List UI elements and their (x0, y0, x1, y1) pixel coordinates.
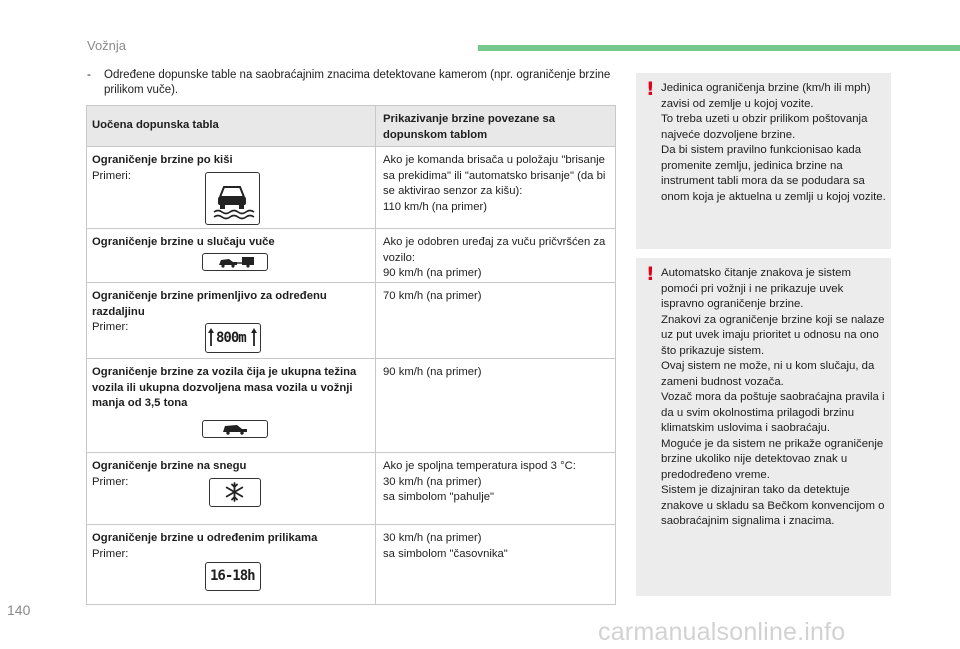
section-title: Vožnja (87, 38, 127, 53)
note-text: Jedinica ograničenja brzine (km/h ili mph) zavisi od zemlje u kojoj vozite. To treba uzeti u obzir prilikom poštovanja najveće dozvoljene brzine. Da bi sistem pravilno funkcionisao kada promenite zemlju, jedinica brzine na instrument tabli mora da se podudara sa onom koja je aktuelna u zemlji u kojoj vozite. (661, 82, 886, 203)
supplementary-sign-table (86, 105, 616, 605)
row-title: Ograničenje brzine primenljivo za određenu razdaljinu (92, 290, 327, 318)
note-text: Automatsko čitanje znakova je sistem pomoći pri vožnji i ne prikazuje uvek ispravno ograničenje brzine. Znakovi za ograničenje brzine koji se nalaze uz put uvek imaju prioritet u odnosu na ono što prikazuje sistem. Ovaj sistem ne može, ni u kom slučaju, da zameni budnost vozača. Vozač mora da poštuje saobraćajna pravila i da u svim okolnostima prilagodi brzinu klimatskim uslovima i saobraćaju. Moguće je da sistem ne prikaže ograničenje brzine ukoliko nije detektovao znak u predodređeno vreme. Sistem je dizajniran tako da detektuje znakove u skladu sa Bečkom konvencijom o saobraćajnim signalima i znacima. (661, 267, 885, 527)
row-display: Ako je komanda brisača u položaju "brisanje sa prekidima" ili "automatsko brisanje" (da bi se aktivirao senzor za kišu): 110 km/h (na primer) (383, 154, 606, 213)
row-sub: Primer: (92, 475, 129, 488)
row-sub: Primeri: (92, 169, 131, 182)
warning-exclamation-icon: ! (646, 263, 655, 285)
car-on-wet-road-icon (205, 172, 260, 225)
row-title: Ograničenje brzine na snegu (92, 460, 247, 472)
note-box-units (636, 73, 891, 249)
bullet-dash: - (87, 69, 91, 81)
sign-label: 800m (216, 330, 246, 346)
row-title: Ograničenje brzine za vozila čija je ukupna težina vozila ili ukupna dozvoljena masa vozila u vožnji manja od 3,5 tona (92, 366, 357, 409)
distance-arrows-icon (205, 323, 261, 353)
snowflake-icon (209, 478, 261, 507)
car-towing-trailer-icon (202, 253, 268, 271)
row-display: Ako je spoljna temperatura ispod 3 °C: 30 km/h (na primer) sa simbolom "pahulje" (383, 460, 576, 503)
row-display: 90 km/h (na primer) (383, 366, 482, 378)
row-display: 30 km/h (na primer) sa simbolom "časovnika" (383, 532, 508, 560)
row-sub: Primer: (92, 321, 129, 333)
note-box-system (636, 258, 891, 596)
intro-text: Određene dopunske table na saobraćajnim znacima detektovane kamerom (npr. ograničenje brzine prilikom vuče). (104, 69, 611, 96)
watermark: carmanualsonline.info (598, 618, 846, 646)
sign-label: 16-18h (210, 568, 255, 584)
warning-exclamation-icon: ! (646, 78, 655, 100)
table-header-left: Uočena dopunska tabla (92, 119, 219, 131)
row-title: Ograničenje brzine u određenim prilikama (92, 532, 318, 544)
row-title: Ograničenje brzine u slučaju vuče (92, 236, 275, 248)
table-row (87, 358, 615, 452)
car-icon (202, 420, 268, 438)
row-display: 70 km/h (na primer) (383, 290, 482, 302)
time-range-icon (205, 562, 261, 591)
page-number: 140 (7, 602, 31, 618)
section-accent-bar (478, 45, 960, 51)
row-sub: Primer: (92, 547, 129, 560)
table-row (87, 452, 615, 524)
table-row (87, 146, 615, 228)
table-row (87, 282, 615, 358)
row-display: Ako je odobren uređaj za vuču pričvršćen za vozilo: 90 km/h (na primer) (383, 236, 606, 279)
table-row (87, 228, 615, 282)
intro-bullet (87, 68, 615, 98)
table-header-right: Prikazivanje brzine povezane sa dopunskom tablom (383, 113, 556, 141)
table-row (87, 524, 615, 604)
table-header-row (87, 106, 615, 146)
row-title: Ograničenje brzine po kiši (92, 154, 233, 166)
